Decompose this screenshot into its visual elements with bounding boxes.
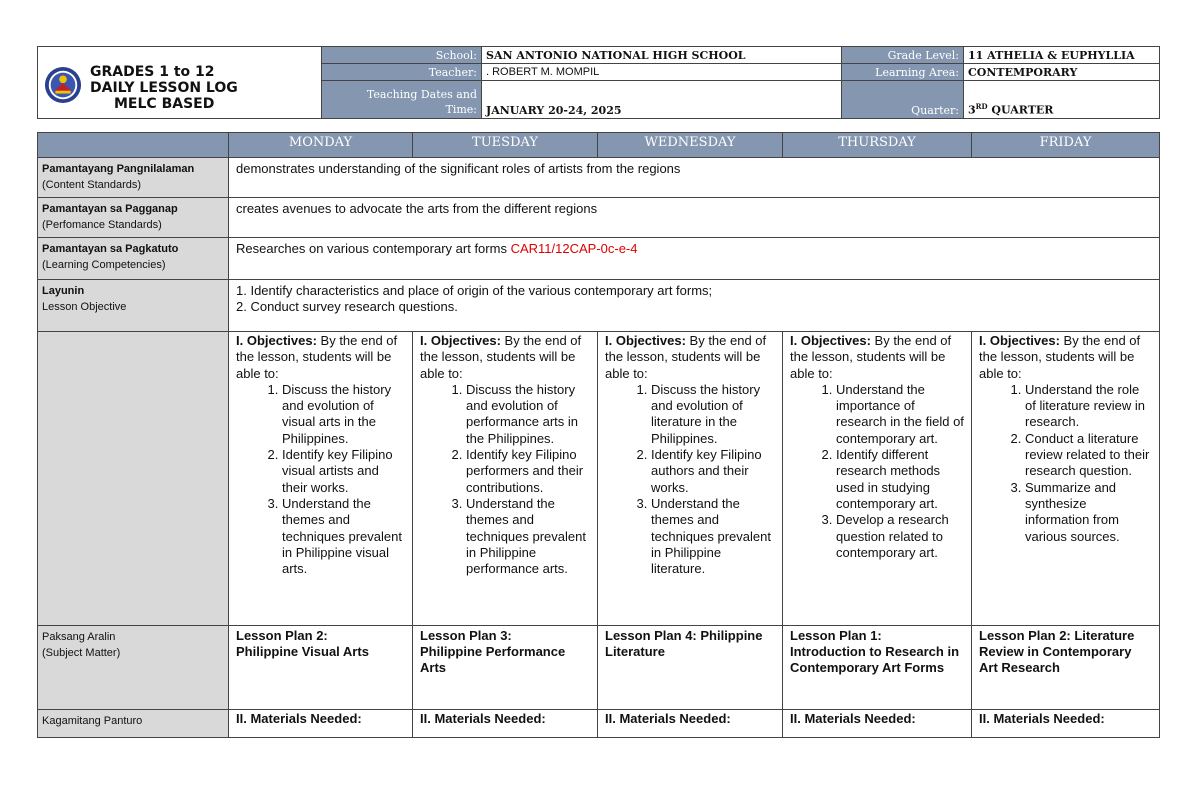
row-subtitle: (Content Standards) xyxy=(42,179,142,191)
subject-cell-thursday xyxy=(783,626,972,710)
objectives-cell-tuesday xyxy=(413,332,598,626)
competency-code: CAR11/12CAP-0c-e-4 xyxy=(510,241,638,256)
school-label: School: xyxy=(322,47,482,64)
row-label-content-standards xyxy=(38,158,229,198)
objectives-cell-monday xyxy=(229,332,413,626)
grade-level-label: Grade Level: xyxy=(842,47,964,64)
table-row xyxy=(38,332,1160,626)
title-line-1: GRADES 1 to 12 xyxy=(90,64,215,80)
lesson-plan-number: Lesson Plan 4: Philippine xyxy=(605,628,763,643)
day-header-monday: MONDAY xyxy=(229,133,413,158)
header-info-table xyxy=(321,46,1160,119)
quarter-number: 3 xyxy=(968,104,976,117)
objectives-heading: I. Objectives: xyxy=(605,333,686,348)
objective-line-2: 2. Conduct survey research questions. xyxy=(236,299,458,314)
teacher-label: Teacher: xyxy=(322,64,482,81)
table-row xyxy=(38,710,1160,738)
list-item: 2. Identify key Filipino visual artists and their works. xyxy=(282,447,405,496)
objectives-heading: I. Objectives: xyxy=(790,333,871,348)
lesson-objective-text xyxy=(229,280,1160,332)
row-title: Pamantayan sa Pagganap xyxy=(42,203,178,215)
learning-area-label: Learning Area: xyxy=(842,64,964,81)
objectives-list xyxy=(420,382,590,578)
row-label-materials xyxy=(38,710,229,738)
objectives-heading: I. Objectives: xyxy=(979,333,1060,348)
teaching-dates-value: JANUARY 20-24, 2025 xyxy=(482,81,842,119)
performance-standards-text: creates avenues to advocate the arts from the different regions xyxy=(229,198,1160,238)
lesson-plan-number: Lesson Plan 3: xyxy=(420,628,512,643)
row-label-performance-standards xyxy=(38,198,229,238)
content-standards-text: demonstrates understanding of the significant roles of artists from the regions xyxy=(229,158,1160,198)
list-item: 2. Identify different research methods used in studying contemporary art. xyxy=(836,447,964,512)
list-item: 3. Understand the themes and techniques prevalent in Philippine visual arts. xyxy=(282,496,405,577)
quarter-text: QUARTER xyxy=(987,104,1054,117)
list-item: 2. Identify key Filipino authors and their works. xyxy=(651,447,775,496)
deped-seal-icon xyxy=(44,66,82,104)
row-subtitle: (Perfomance Standards) xyxy=(42,219,162,231)
lesson-plan-number: Lesson Plan 2: xyxy=(236,628,328,643)
list-item: 1. Discuss the history and evolution of visual arts in the Philippines. xyxy=(282,382,405,447)
lesson-plan-title: Introduction to Research in Contemporary Art Forms xyxy=(790,644,960,675)
table-row xyxy=(38,158,1160,198)
row-title: Pamantayang Pangnilalaman xyxy=(42,163,195,175)
lesson-plan-title: Philippine Performance Arts xyxy=(420,644,566,675)
objectives-intro: By the end of the lesson, students will be able to: xyxy=(605,333,767,381)
objectives-list xyxy=(979,382,1152,545)
teacher-value: . ROBERT M. MOMPIL xyxy=(482,64,842,81)
day-header-wednesday: WEDNESDAY xyxy=(598,133,783,158)
materials-cell-monday: II. Materials Needed: xyxy=(229,710,413,738)
materials-cell-friday: II. Materials Needed: xyxy=(972,710,1160,738)
lesson-plan-number: Lesson Plan 2: Literature xyxy=(979,628,1135,643)
objectives-list xyxy=(605,382,775,578)
list-item: 3. Understand the themes and techniques prevalent in Philippine performance arts. xyxy=(466,496,590,577)
objectives-intro: By the end of the lesson, students will be able to: xyxy=(420,333,582,381)
list-item: 3. Summarize and synthesize information from various sources. xyxy=(1025,480,1152,545)
lesson-log-table xyxy=(37,132,1160,738)
corner-cell xyxy=(38,133,229,158)
row-label-blank xyxy=(38,332,229,626)
row-subtitle: Lesson Objective xyxy=(42,301,127,313)
quarter-label: Quarter: xyxy=(842,81,964,119)
objectives-intro: By the end of the lesson, students will be able to: xyxy=(979,333,1141,381)
objectives-list xyxy=(236,382,405,578)
objectives-list xyxy=(790,382,964,561)
objectives-cell-thursday xyxy=(783,332,972,626)
school-value: SAN ANTONIO NATIONAL HIGH SCHOOL xyxy=(482,47,842,64)
row-title: Paksang Aralin xyxy=(42,631,116,643)
subject-cell-monday xyxy=(229,626,413,710)
list-item: 3. Understand the themes and techniques prevalent in Philippine literature. xyxy=(651,496,775,577)
day-header-tuesday: TUESDAY xyxy=(413,133,598,158)
list-item: 1. Discuss the history and evolution of literature in the Philippines. xyxy=(651,382,775,447)
objectives-cell-wednesday xyxy=(598,332,783,626)
subject-cell-friday xyxy=(972,626,1160,710)
lesson-plan-number: Lesson Plan 1: xyxy=(790,628,882,643)
row-label-subject-matter xyxy=(38,626,229,710)
teaching-dates-label-line1: Teaching Dates and xyxy=(366,88,477,101)
materials-cell-wednesday: II. Materials Needed: xyxy=(598,710,783,738)
subject-cell-wednesday xyxy=(598,626,783,710)
table-row xyxy=(38,238,1160,280)
lesson-plan-title: Philippine Visual Arts xyxy=(236,644,369,659)
materials-cell-tuesday: II. Materials Needed: xyxy=(413,710,598,738)
list-item: 1. Understand the importance of research in the field of contemporary art. xyxy=(836,382,964,447)
row-title: Kagamitang Panturo xyxy=(42,715,143,727)
day-header-thursday: THURSDAY xyxy=(783,133,972,158)
row-label-learning-competencies xyxy=(38,238,229,280)
subject-cell-tuesday xyxy=(413,626,598,710)
objectives-heading: I. Objectives: xyxy=(420,333,501,348)
list-item: 1. Understand the role of literature review in research. xyxy=(1025,382,1152,431)
learning-area-value: CONTEMPORARY xyxy=(964,64,1160,81)
objectives-intro: By the end of the lesson, students will be able to: xyxy=(236,333,398,381)
list-item: 1. Discuss the history and evolution of performance arts in the Philippines. xyxy=(466,382,590,447)
objectives-cell-friday xyxy=(972,332,1160,626)
competency-text: Researches on various contemporary art forms xyxy=(236,241,511,256)
page-title xyxy=(90,64,238,112)
quarter-value xyxy=(964,81,1160,119)
teaching-dates-label-line2: Time: xyxy=(445,103,477,116)
row-title: Layunin xyxy=(42,285,85,297)
table-row xyxy=(38,626,1160,710)
table-row xyxy=(38,198,1160,238)
list-item: 2. Conduct a literature review related to their research question. xyxy=(1025,431,1152,480)
title-line-3: MELC BASED xyxy=(114,96,215,112)
row-title: Pamantayan sa Pagkatuto xyxy=(42,243,179,255)
materials-cell-thursday: II. Materials Needed: xyxy=(783,710,972,738)
row-subtitle: (Subject Matter) xyxy=(42,647,121,659)
row-label-lesson-objective xyxy=(38,280,229,332)
objectives-heading: I. Objectives: xyxy=(236,333,317,348)
list-item: 2. Identify key Filipino performers and their contributions. xyxy=(466,447,590,496)
grade-level-value: 11 ATHELIA & EUPHYLLIA xyxy=(964,47,1160,64)
objective-line-1: 1. Identify characteristics and place of origin of the various contemporary art forms; xyxy=(236,283,713,298)
quarter-suffix: RD xyxy=(975,102,988,112)
lesson-plan-title: Review in Contemporary Art Research xyxy=(979,644,1132,675)
teaching-dates-label xyxy=(322,81,482,119)
title-line-2: DAILY LESSON LOG xyxy=(90,80,238,96)
learning-competencies-text xyxy=(229,238,1160,280)
list-item: 3. Develop a research question related to contemporary art. xyxy=(836,512,964,561)
table-row xyxy=(38,280,1160,332)
row-subtitle: (Learning Competencies) xyxy=(42,259,166,271)
day-header-friday: FRIDAY xyxy=(972,133,1160,158)
objectives-intro: By the end of the lesson, students will be able to: xyxy=(790,333,952,381)
lesson-plan-title: Literature xyxy=(605,644,665,659)
